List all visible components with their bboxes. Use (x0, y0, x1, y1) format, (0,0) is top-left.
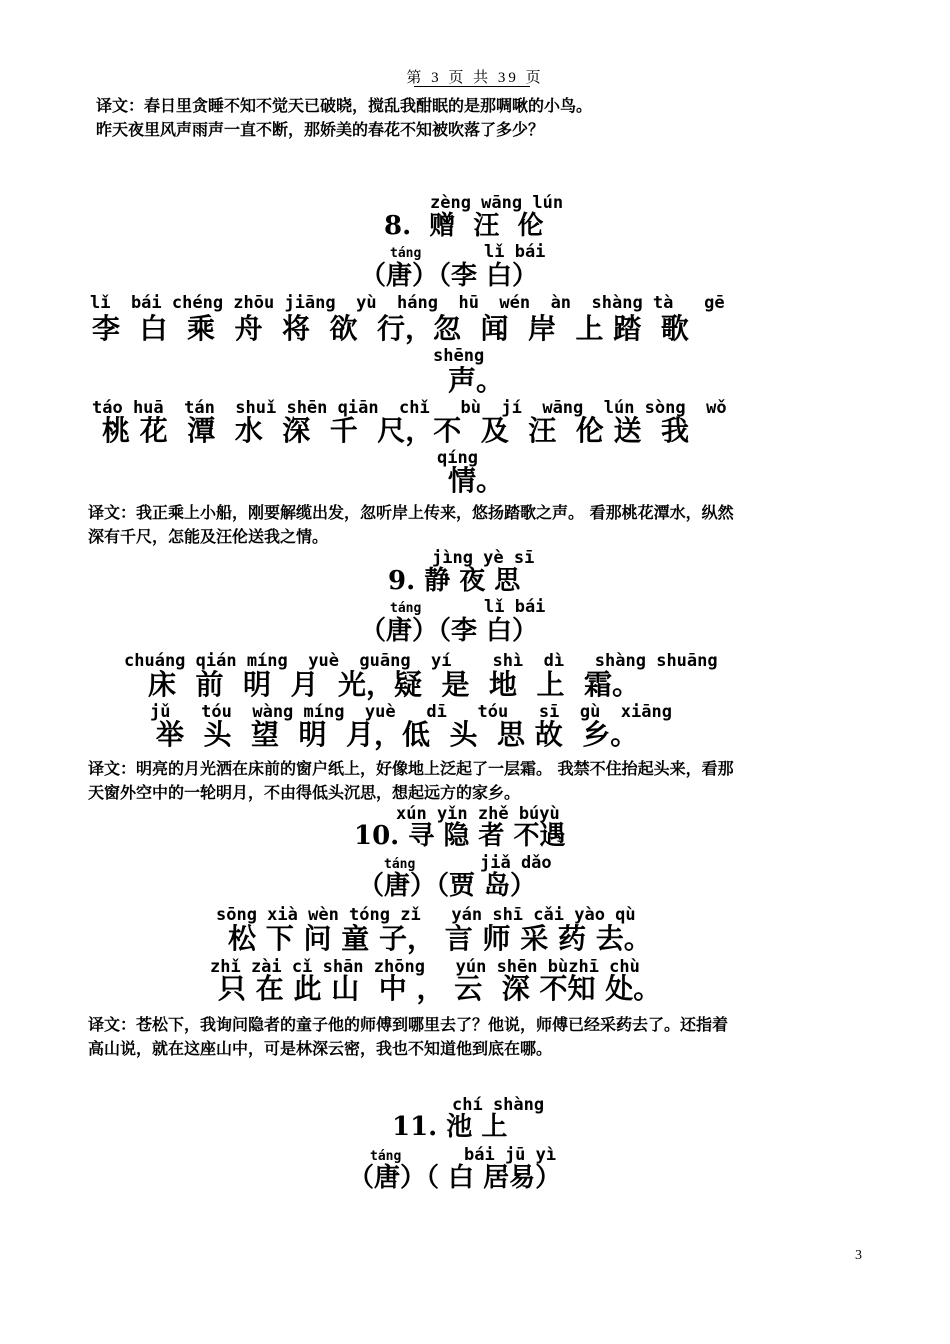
intro-translation-line1: 译文：春日里贪睡不知不觉天已破晓，搅乱我酣眠的是那啁啾的小鸟。 (96, 96, 593, 115)
poem8-line2-pinyin: táo huā tán shuǐ shēn qiān chǐ bù jí wāng lún sòng wǒ (92, 398, 727, 418)
poem10-translation-line1: 译文：苍松下，我询问隐者的童子他的师傅到哪里去了？他说，师傅已经采药去了。还指着 (88, 1015, 729, 1034)
poem10-author-pinyin-name: jiǎ dǎo (480, 853, 552, 873)
poem8-title-pinyin: zèng wāng lún (430, 193, 564, 213)
poem10-line2-pinyin: zhǐ zài cǐ shān zhōng yún shēn bùzhī chù (210, 957, 640, 977)
poem10-title-pinyin: xún yǐn zhě búyù (396, 804, 560, 824)
poem8-line2: 桃 花 潭 水 深 千 尺，不 及 汪 伦 送 我 (102, 414, 689, 447)
poem9-title: 9. 静 夜 思 (388, 566, 521, 596)
poem9-author-pinyin-name: lǐ bái (484, 597, 546, 617)
poem8-line1-cont-pinyin: shēng (433, 346, 485, 366)
intro-translation-line2: 昨天夜里风声雨声一直不断，那娇美的春花不知被吹落了多少？ (96, 120, 545, 139)
poem9-translation-line2: 天窗外空中的一轮明月，不由得低头沉思，想起远方的家乡。 (88, 783, 521, 802)
poem10-author: （唐）（贾 岛） (358, 871, 537, 901)
poem11-title-pinyin: chí shàng (452, 1095, 545, 1115)
poem11-author-pinyin-dynasty: táng (370, 1149, 402, 1164)
poem8-translation-line2: 深有千尺，怎能及汪伦送我之情。 (88, 527, 329, 546)
poem9-author: （唐）（李 白） (360, 616, 539, 646)
page-number: 3 (855, 1248, 862, 1263)
poem10-translation-line2: 高山说，就在这座山中，可是林深云密，我也不知道他到底在哪。 (88, 1039, 553, 1058)
poem8-line1-pinyin: lǐ bái chéng zhōu jiāng yù háng hū wén àn shàng tà gē (90, 293, 725, 313)
poem10-line1: 松 下 问 童 子， 言 师 采 药 去。 (228, 922, 652, 955)
poem9-title-pinyin: jìng yè sī (432, 548, 535, 568)
poem9-line1-pinyin: chuáng qián míng yuè guāng yí shì dì shàng shuāng (124, 651, 718, 671)
poem10-line1-pinyin: sōng xià wèn tóng zǐ yán shī cǎi yào qù (216, 905, 636, 925)
poem8-translation-line1: 译文：我正乘上小船，刚要解缆出发，忽听岸上传来，悠扬踏歌之声。 看那桃花潭水，纵然 (88, 503, 734, 522)
poem8-author: （唐）（李 白） (360, 261, 539, 291)
poem8-line2-cont-pinyin: qíng (437, 448, 478, 468)
poem8-author-pinyin-dynasty: táng (390, 246, 422, 261)
poem11-title: 11. 池 上 (392, 1112, 508, 1142)
poem9-line1: 床 前 明 月 光，疑 是 地 上 霜。 (148, 668, 640, 701)
poem11-author-pinyin-name: bái jū yì (464, 1145, 557, 1165)
poem8-line1-cont: 声。 (448, 364, 505, 397)
poem9-line2-pinyin: jǔ tóu wàng míng yuè dī tóu sī gù xiāng (150, 702, 672, 722)
poem8-author-pinyin-name: lǐ bái (484, 242, 546, 262)
poem11-author: （唐）（ 白 居易） (348, 1163, 562, 1193)
poem9-author-pinyin-dynasty: táng (390, 601, 422, 616)
poem8-line1: 李 白 乘 舟 将 欲 行，忽 闻 岸 上 踏 歌 (92, 312, 689, 345)
poem9-line2: 举 头 望 明 月，低 头 思 故 乡。 (156, 718, 639, 751)
poem10-author-pinyin-dynasty: táng (384, 857, 416, 872)
poem8-line2-cont: 情。 (448, 464, 505, 497)
poem9-translation-line1: 译文：明亮的月光洒在床前的窗户纸上，好像地上泛起了一层霜。 我禁不住抬起头来，看那 (88, 759, 734, 778)
poem8-title: 8. 赠 汪 伦 (384, 211, 544, 241)
page-header: 第 3 页 共 39 页 (406, 70, 544, 86)
poem10-title: 10. 寻 隐 者 不遇 (354, 821, 566, 851)
poem10-line2: 只 在 此 山 中 ， 云 深 不知 处。 (218, 972, 662, 1005)
header-rule (414, 86, 530, 87)
